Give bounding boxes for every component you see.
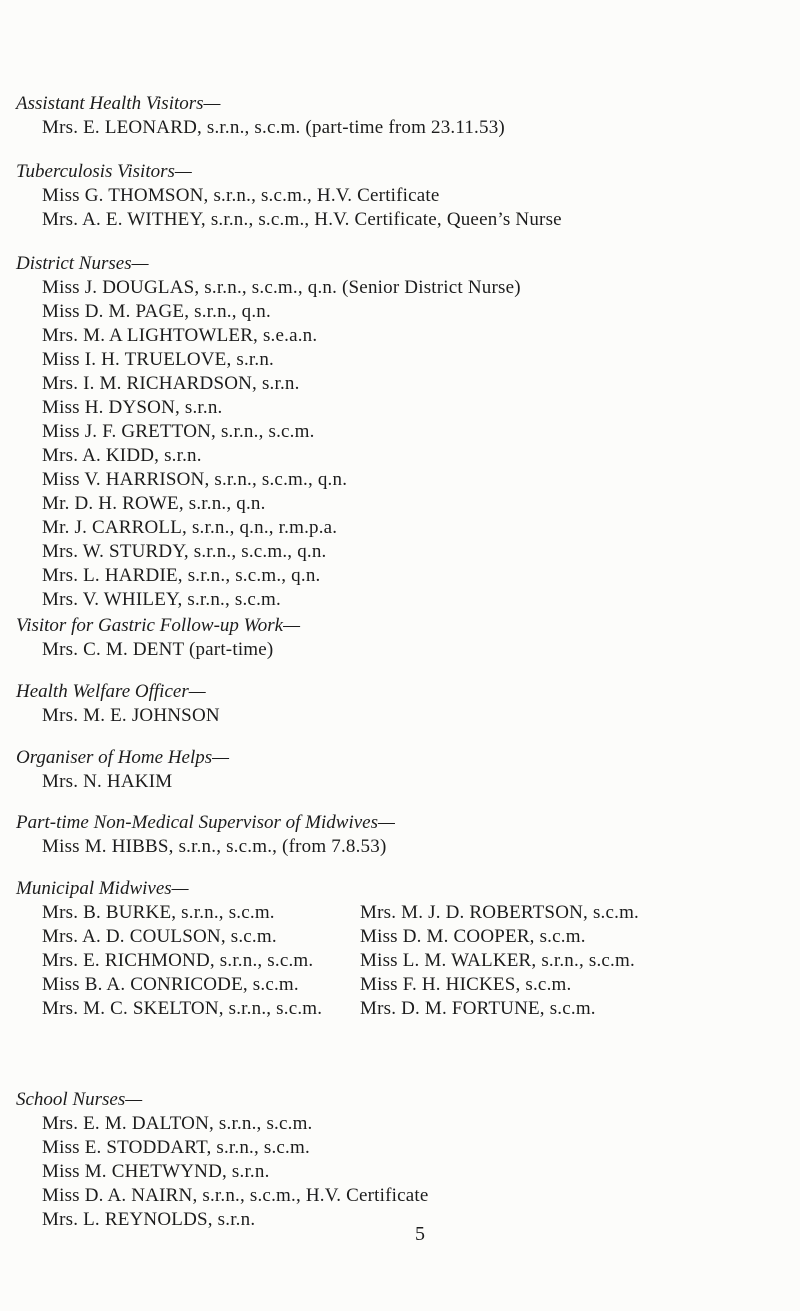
section-school-nurses <box>16 1088 790 1232</box>
staff-entry: Miss E. STODDART, s.r.n., s.c.m. <box>42 1137 310 1158</box>
staff-entry: Mrs. E. RICHMOND, s.r.n., s.c.m. <box>42 950 314 971</box>
section-municipal-midwives <box>16 877 790 1021</box>
midwives-left-column <box>42 901 360 1021</box>
staff-entry: Mrs. W. STURDY, s.r.n., s.c.m., q.n. <box>42 541 327 562</box>
staff-entry: Miss M. CHETWYND, s.r.n. <box>42 1161 270 1182</box>
section-organiser-home-helps <box>16 746 790 794</box>
section-assistant-health-visitors <box>16 92 790 140</box>
staff-entry: Mr. J. CARROLL, s.r.n., q.n., r.m.p.a. <box>42 517 338 538</box>
section-heading: Tuberculosis Visitors— <box>16 161 192 182</box>
section-heading: Health Welfare Officer— <box>16 681 206 702</box>
staff-entry: Mrs. E. LEONARD, s.r.n., s.c.m. (part-time from 23.11.53) <box>42 117 505 138</box>
staff-entry: Mrs. E. M. DALTON, s.r.n., s.c.m. <box>42 1113 313 1134</box>
staff-entry: Mrs. M. E. JOHNSON <box>42 705 220 726</box>
staff-entry: Miss I. H. TRUELOVE, s.r.n. <box>42 349 274 370</box>
section-heading: Municipal Midwives— <box>16 878 189 899</box>
section-heading: School Nurses— <box>16 1089 143 1110</box>
section-heading: Part-time Non-Medical Supervisor of Midwives— <box>16 812 395 833</box>
section-heading: Visitor for Gastric Follow-up Work— <box>16 615 300 636</box>
page-number: 5 <box>415 1223 425 1245</box>
staff-entry: Miss F. H. HICKES, s.c.m. <box>360 974 572 995</box>
staff-entry: Mrs. M. J. D. ROBERTSON, s.c.m. <box>360 902 640 923</box>
staff-entry: Mrs. B. BURKE, s.r.n., s.c.m. <box>42 902 275 923</box>
staff-entry: Miss D. M. COOPER, s.c.m. <box>360 926 586 947</box>
section-heading: Assistant Health Visitors— <box>16 93 221 114</box>
staff-entry: Miss H. DYSON, s.r.n. <box>42 397 223 418</box>
staff-entry: Miss G. THOMSON, s.r.n., s.c.m., H.V. Certificate <box>42 185 440 206</box>
staff-entry: Mrs. C. M. DENT (part-time) <box>42 639 274 660</box>
section-tuberculosis-visitors <box>16 160 790 232</box>
section-gastric-follow-up-visitor <box>16 614 790 662</box>
staff-entry: Mrs. N. HAKIM <box>42 771 173 792</box>
staff-entry: Miss J. F. GRETTON, s.r.n., s.c.m. <box>42 421 315 442</box>
section-heading: Organiser of Home Helps— <box>16 747 230 768</box>
section-district-nurses <box>16 252 790 612</box>
staff-entry: Miss B. A. CONRICODE, s.c.m. <box>42 974 299 995</box>
staff-entry: Miss D. A. NAIRN, s.r.n., s.c.m., H.V. Certificate <box>42 1185 429 1206</box>
section-health-welfare-officer <box>16 680 790 728</box>
staff-entry: Mrs. A. D. COULSON, s.c.m. <box>42 926 277 947</box>
staff-entry: Mrs. V. WHILEY, s.r.n., s.c.m. <box>42 589 281 610</box>
staff-entry: Miss D. M. PAGE, s.r.n., q.n. <box>42 301 271 322</box>
staff-entry: Mr. D. H. ROWE, s.r.n., q.n. <box>42 493 266 514</box>
staff-entry: Mrs. M. A LIGHTOWLER, s.e.a.n. <box>42 325 318 346</box>
staff-entry: Mrs. A. E. WITHEY, s.r.n., s.c.m., H.V. Certificate, Queen’s Nurse <box>42 209 562 230</box>
staff-entry: Miss L. M. WALKER, s.r.n., s.c.m. <box>360 950 635 971</box>
staff-entry: Miss J. DOUGLAS, s.r.n., s.c.m., q.n. (Senior District Nurse) <box>42 277 521 298</box>
staff-entry: Mrs. M. C. SKELTON, s.r.n., s.c.m. <box>42 998 323 1019</box>
staff-entry: Miss M. HIBBS, s.r.n., s.c.m., (from 7.8.53) <box>42 836 387 857</box>
section-heading: District Nurses— <box>16 253 149 274</box>
staff-entry: Mrs. I. M. RICHARDSON, s.r.n. <box>42 373 300 394</box>
section-supervisor-of-midwives <box>16 811 790 859</box>
staff-entry: Mrs. L. REYNOLDS, s.r.n. <box>42 1209 256 1230</box>
staff-entry: Mrs. A. KIDD, s.r.n. <box>42 445 202 466</box>
staff-entry: Mrs. L. HARDIE, s.r.n., s.c.m., q.n. <box>42 565 321 586</box>
staff-entry: Mrs. D. M. FORTUNE, s.c.m. <box>360 998 596 1019</box>
midwives-right-column <box>360 901 790 1021</box>
staff-entry: Miss V. HARRISON, s.r.n., s.c.m., q.n. <box>42 469 348 490</box>
